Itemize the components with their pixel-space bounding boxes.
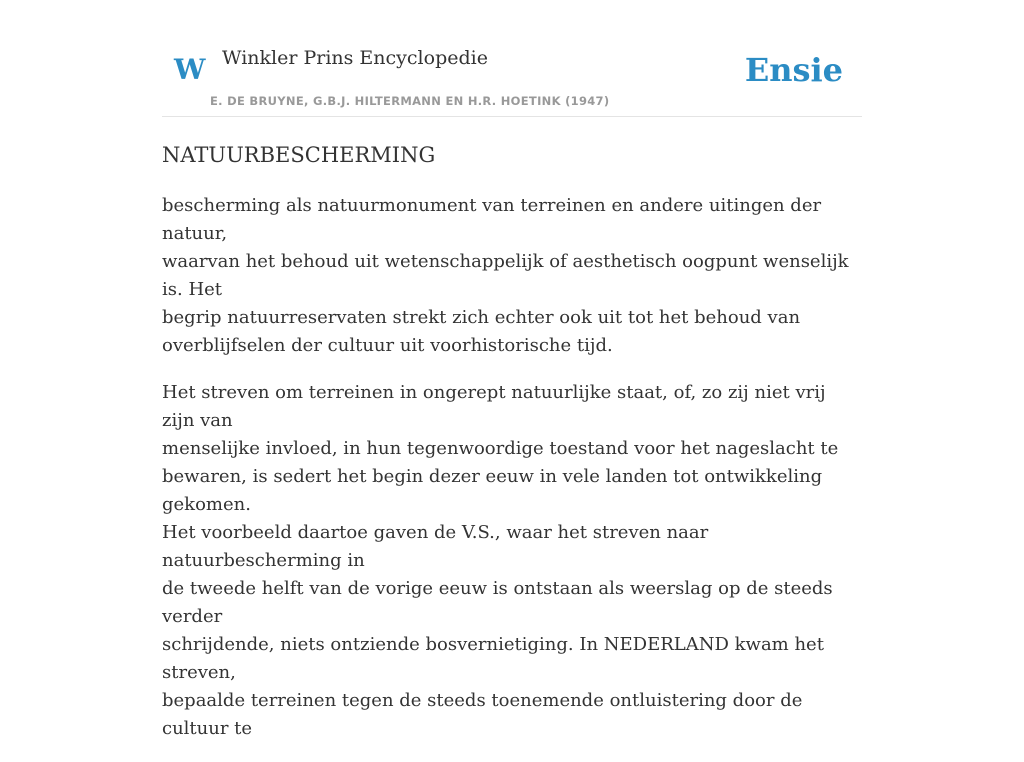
entry-title: NATUURBESCHERMING: [162, 143, 436, 167]
ensie-logo[interactable]: Ensie: [744, 51, 843, 89]
text-line: de tweede helft van de vorige eeuw is ontstaan als weerslag op de steeds verder: [162, 578, 833, 627]
paragraph-1: [162, 192, 862, 360]
text-line: bewaren, is sedert het begin dezer eeuw in vele landen tot ontwikkeling gekomen.: [162, 466, 823, 515]
text-line: Het voorbeeld daartoe gaven de V.S., waar het streven naar natuurbescherming in: [162, 522, 709, 571]
paragraph-2: [162, 379, 862, 743]
book-title[interactable]: Winkler Prins Encyclopedie: [222, 47, 488, 69]
site-header: [162, 0, 862, 117]
text-line: overblijfselen der cultuur uit voorhistorische tijd.: [162, 335, 613, 356]
text-line: bepaalde terreinen tegen de steeds toenemende ontluistering door de cultuur te: [162, 690, 803, 739]
winkler-prins-logo[interactable]: W: [174, 53, 206, 86]
text-line: bescherming als natuurmonument van terreinen en andere uitingen der natuur,: [162, 195, 822, 244]
book-authors: E. DE BRUYNE, G.B.J. HILTERMANN EN H.R. HOETINK (1947): [210, 94, 610, 108]
text-line: begrip natuurreservaten strekt zich echter ook uit tot het behoud van: [162, 307, 801, 328]
text-line: menselijke invloed, in hun tegenwoordige toestand voor het nageslacht te: [162, 438, 839, 459]
text-line: Het streven om terreinen in ongerept natuurlijke staat, of, zo zij niet vrij zijn van: [162, 382, 826, 431]
text-line: schrijdende, niets ontziende bosvernietiging. In NEDERLAND kwam het streven,: [162, 634, 824, 683]
text-line: waarvan het behoud uit wetenschappelijk of aesthetisch oogpunt wenselijk is. Het: [162, 251, 849, 300]
entry-body: [162, 192, 862, 762]
